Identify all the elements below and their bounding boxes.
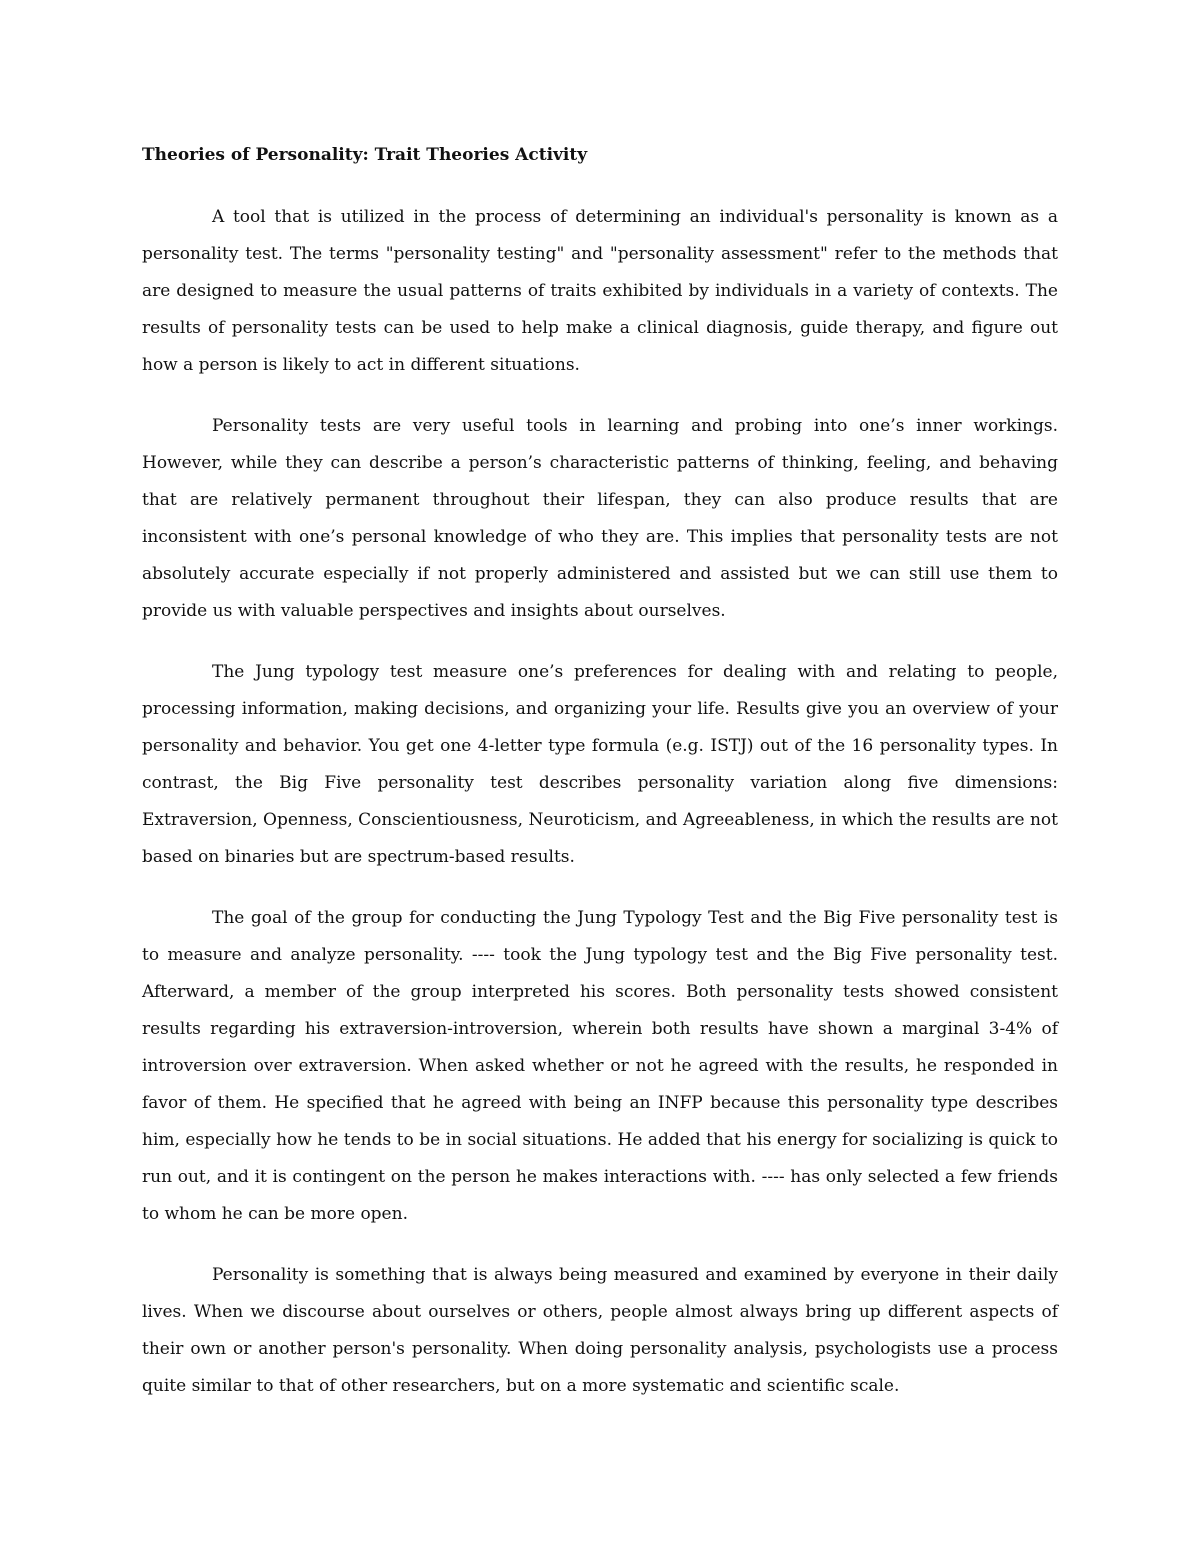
paragraph-jung-and-big-five: The Jung typology test measure one’s preferences for dealing with and relating to people, processing information, making decisions, and organizing your life. Results give you an overview of your personality and behavior. You get one 4-letter type formula (e.g. ISTJ) out of the 16 personality types. In contrast, the Big Five personality test describes personality variation along five dimensions: Extraversion, Openness, Conscientiousness, Neuroticism, and Agreeableness, in which the results are not based on binaries but are spectrum-based results. [142, 662, 1058, 867]
document-title: Theories of Personality: Trait Theories Activity [142, 145, 588, 165]
document-body [142, 140, 1058, 1405]
paragraph-usefulness-of-tests: Personality tests are very useful tools in learning and probing into one’s inner workings. However, while they can describe a person’s characteristic patterns of thinking, feeling, and behaving that are relatively permanent throughout their lifespan, they can also produce results that are inconsistent with one’s personal knowledge of who they are. This implies that personality tests are not absolutely accurate especially if not properly administered and assisted but we can still use them to provide us with valuable perspectives and insights about ourselves. [142, 416, 1058, 621]
paragraph-personality-test-definition: A tool that is utilized in the process of determining an individual's personality is known as a personality test. The terms "personality testing" and "personality assessment" refer to the methods that are designed to measure the usual patterns of traits exhibited by individuals in a variety of contexts. The results of personality tests can be used to help make a clinical diagnosis, guide therapy, and figure out how a person is likely to act in different situations. [142, 207, 1058, 375]
paragraph-conclusion: Personality is something that is always being measured and examined by everyone in their daily lives. When we discourse about ourselves or others, people almost always bring up different aspects of their own or another person's personality. When doing personality analysis, psychologists use a process quite similar to that of other researchers, but on a more systematic and scientific scale. [142, 1265, 1058, 1396]
paragraph-group-results: The goal of the group for conducting the Jung Typology Test and the Big Five personality test is to measure and analyze personality. ---- took the Jung typology test and the Big Five personality test. Afterward, a member of the group interpreted his scores. Both personality tests showed consistent results regarding his extraversion-introversion, wherein both results have shown a marginal 3-4% of introversion over extraversion. When asked whether or not he agreed with the results, he responded in favor of them. He specified that he agreed with being an INFP because this personality type describes him, especially how he tends to be in social situations. He added that his energy for socializing is quick to run out, and it is contingent on the person he makes interactions with. ---- has only selected a few friends to whom he can be more open. [142, 908, 1058, 1224]
